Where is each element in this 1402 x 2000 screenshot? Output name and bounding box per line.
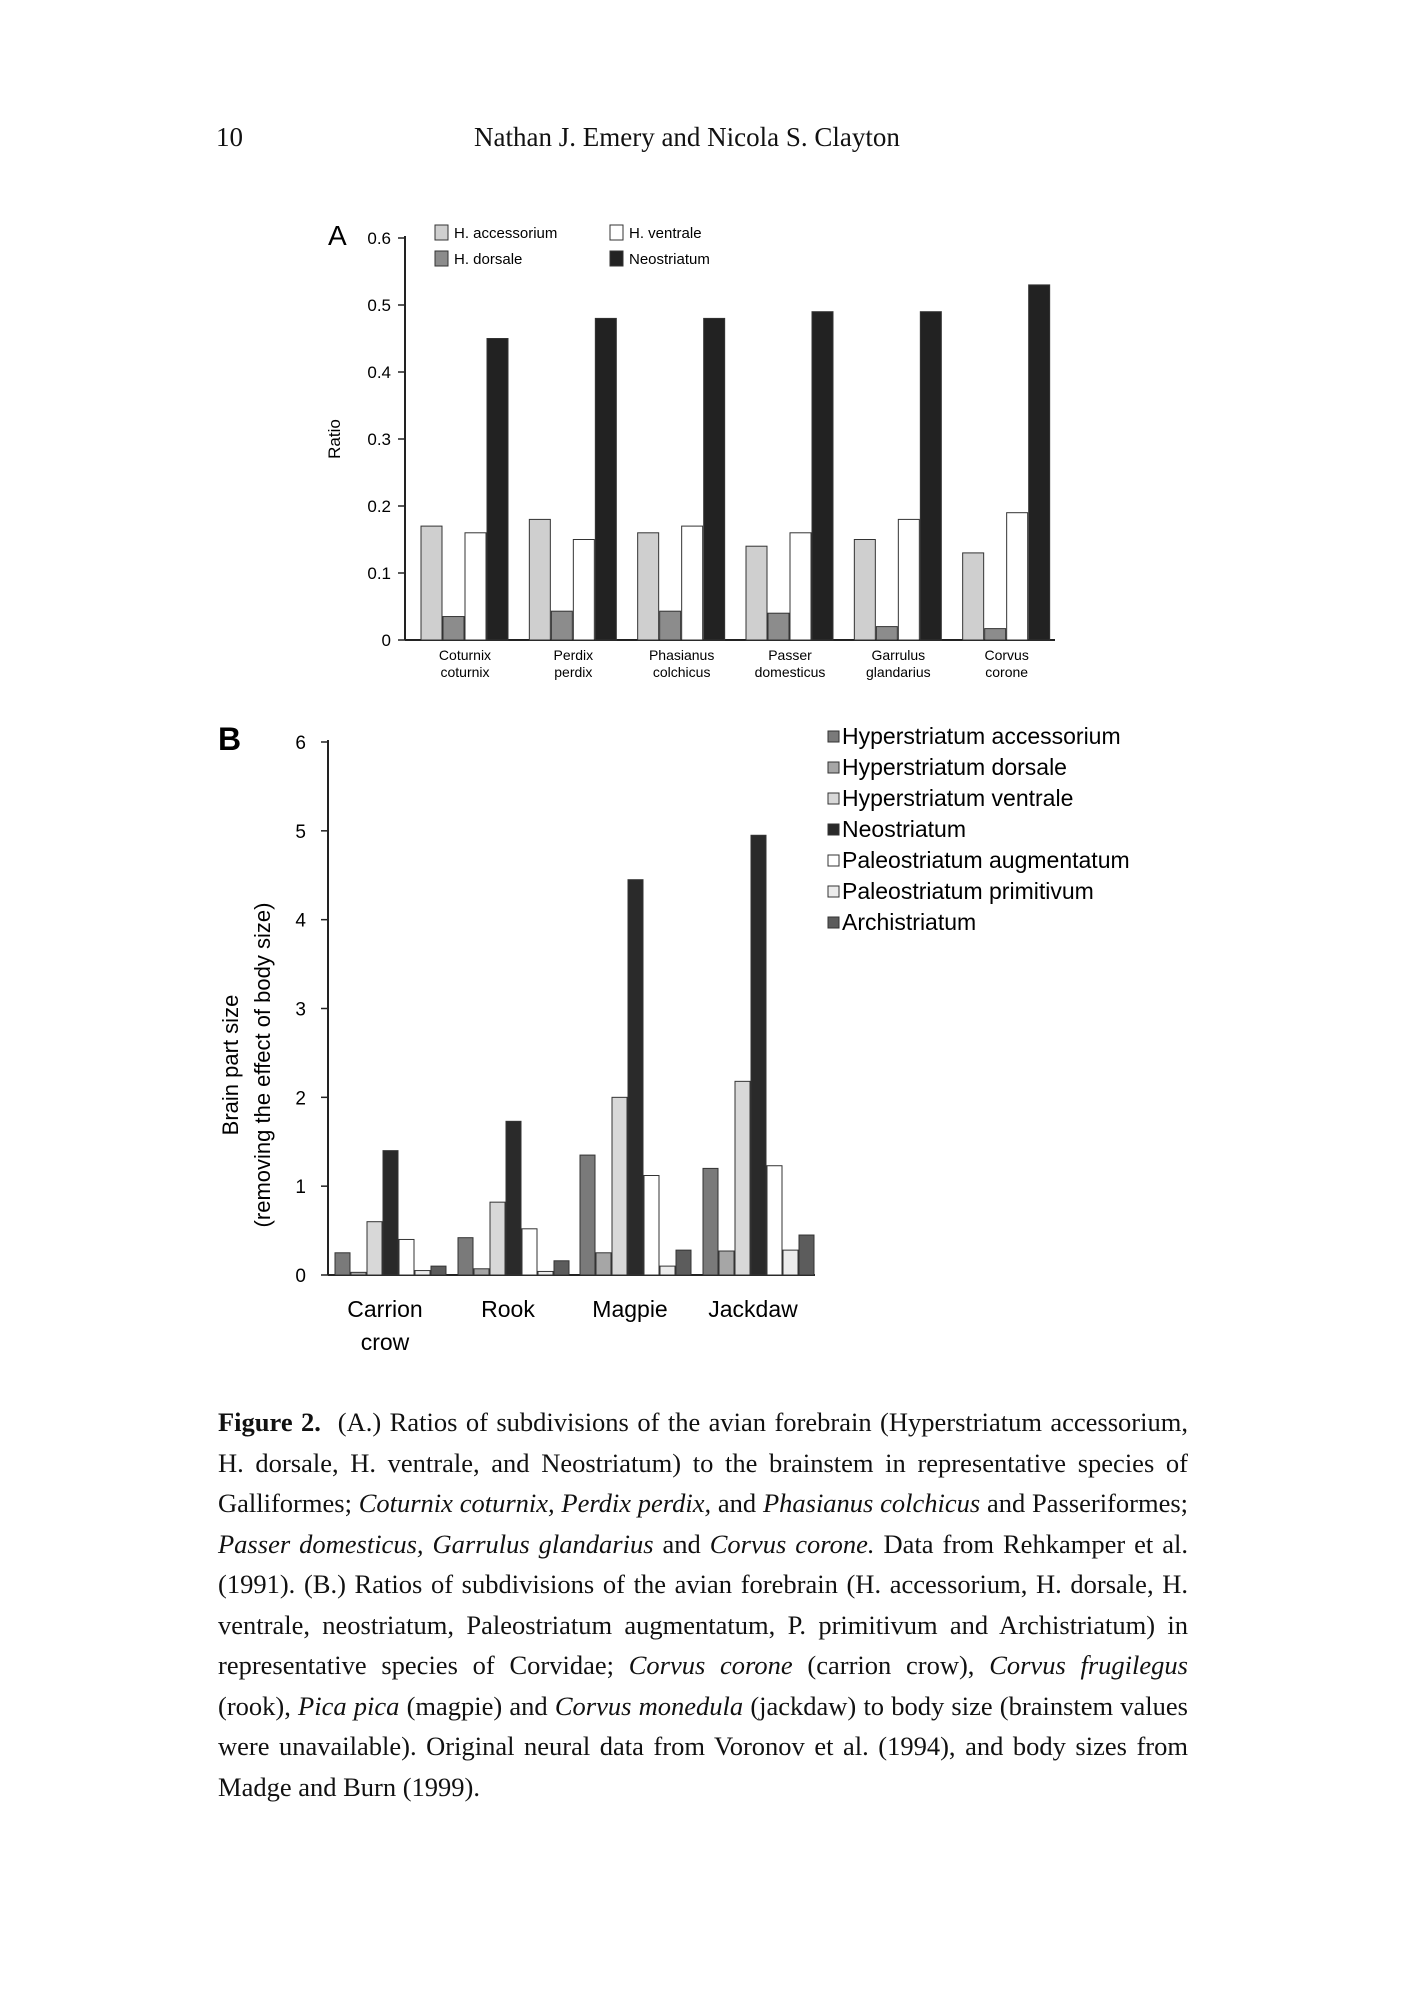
bar — [628, 880, 643, 1275]
legend-label: Archistriatum — [842, 909, 977, 935]
y-tick-label: 0.1 — [367, 564, 391, 583]
chart-b — [200, 720, 1200, 1380]
y-tick-label: 3 — [295, 999, 306, 1021]
bar — [580, 1155, 595, 1275]
bar — [596, 1253, 611, 1275]
caption-segment: (A.) Ratios of subdivisions of the avian forebrain (Hyperstriatum accessorium, H. dorsale, H. ventrale, and Neostriatum) to the brainstem in representative species of Galliformes; — [218, 1407, 1188, 1518]
caption-segment: (rook), — [218, 1690, 299, 1721]
legend-label: Hyperstriatum accessorium — [842, 723, 1121, 749]
bar — [1029, 285, 1050, 640]
y-tick-label: 0 — [381, 631, 391, 650]
bar — [898, 519, 919, 640]
y-tick-label: 6 — [295, 733, 306, 754]
bar — [799, 1235, 814, 1275]
y-axis-label: Brain part size — [218, 994, 243, 1136]
bar — [682, 526, 703, 640]
x-tick-label: Garrulus — [871, 647, 926, 663]
legend-swatch — [828, 886, 839, 897]
y-tick-label: 0.6 — [367, 229, 391, 248]
caption-segment: and — [653, 1528, 710, 1559]
legend-swatch — [610, 225, 623, 240]
caption-segment: Corvus corone. — [709, 1528, 875, 1559]
caption-segment: Corvus corone — [628, 1650, 793, 1680]
y-tick-label: 2 — [295, 1088, 306, 1110]
bar — [415, 1271, 430, 1275]
x-tick-label: Perdix — [553, 647, 594, 663]
bar — [474, 1269, 489, 1275]
bar — [644, 1176, 659, 1275]
bar — [443, 617, 464, 640]
x-tick-label: Rook — [481, 1296, 535, 1322]
bar — [522, 1229, 537, 1275]
bar — [790, 533, 811, 640]
legend-label: H. ventrale — [629, 225, 702, 242]
x-tick-label: colchicus — [652, 664, 711, 680]
caption-segment: and Passeriformes; — [980, 1488, 1189, 1518]
caption-segment: (carrion crow), — [792, 1650, 990, 1680]
bar — [529, 519, 550, 640]
bar — [421, 526, 442, 640]
x-tick-label: glandarius — [866, 664, 931, 680]
caption-segment: Corvus monedula — [554, 1690, 744, 1721]
bar — [458, 1238, 473, 1275]
y-axis-label: Ratio — [325, 419, 344, 459]
bar — [876, 627, 897, 640]
legend-label: Paleostriatum primitivum — [842, 878, 1094, 904]
bar — [490, 1202, 505, 1275]
figure-label: Figure 2. — [218, 1407, 321, 1437]
bar — [719, 1251, 734, 1275]
legend-swatch — [435, 251, 448, 266]
panel-label: A — [328, 220, 347, 251]
caption-segment: and — [711, 1488, 763, 1518]
bar — [554, 1261, 569, 1275]
x-tick-label: Jackdaw — [708, 1296, 798, 1322]
bar — [735, 1081, 750, 1275]
y-tick-label: 0.4 — [367, 363, 391, 382]
y-tick-label: 0.5 — [367, 296, 391, 315]
x-tick-label: crow — [360, 1329, 410, 1355]
bar — [985, 629, 1006, 640]
legend-swatch — [828, 824, 839, 835]
bar — [676, 1250, 691, 1275]
legend-swatch — [828, 855, 839, 866]
bar — [399, 1239, 414, 1275]
bar — [963, 553, 984, 640]
x-tick-label: Coturnix — [438, 647, 492, 663]
y-tick-label: 0 — [295, 1266, 306, 1287]
page-header — [0, 122, 1402, 162]
x-tick-label: coturnix — [440, 664, 490, 680]
caption-text — [218, 1407, 1188, 1802]
bar — [768, 613, 789, 640]
x-tick-label: perdix — [554, 664, 593, 680]
legend-label: Paleostriatum augmentatum — [842, 847, 1130, 873]
legend-swatch — [610, 251, 623, 266]
y-tick-label: 0.3 — [367, 430, 391, 449]
bar — [638, 533, 659, 640]
x-tick-label: Magpie — [592, 1296, 668, 1322]
bar — [487, 339, 508, 641]
bar — [351, 1272, 366, 1275]
x-tick-label: domesticus — [754, 664, 826, 680]
bar — [335, 1253, 350, 1275]
bar — [612, 1097, 627, 1275]
x-tick-label: Passer — [768, 647, 812, 663]
bar — [920, 312, 941, 640]
bar — [573, 540, 594, 641]
figure-caption — [218, 1402, 1188, 1807]
x-tick-label: Carrion — [347, 1296, 423, 1322]
y-axis-label-sub: (removing the effect of body size) — [250, 902, 275, 1228]
running-head: Nathan J. Emery and Nicola S. Clayton — [474, 122, 900, 152]
caption-segment: (magpie) and — [399, 1690, 555, 1721]
x-tick-label: corone — [985, 664, 1029, 680]
caption-segment: Coturnix coturnix, Perdix perdix, — [358, 1488, 712, 1518]
x-tick-label: Corvus — [984, 647, 1029, 663]
bar — [383, 1151, 398, 1275]
legend-swatch — [828, 731, 839, 742]
bar — [854, 540, 875, 641]
bar — [367, 1222, 382, 1275]
x-tick-label: Phasianus — [648, 647, 715, 663]
legend-swatch — [828, 917, 839, 928]
y-tick-label: 5 — [295, 821, 306, 843]
panel-label: B — [218, 721, 242, 757]
legend-swatch — [828, 762, 839, 773]
legend-label: Neostriatum — [629, 251, 710, 268]
bar — [551, 611, 572, 640]
legend-swatch — [435, 225, 448, 240]
bar — [538, 1271, 553, 1275]
legend-swatch — [828, 793, 839, 804]
caption-segment: Passer domesticus, Garrulus glandarius — [218, 1528, 654, 1559]
y-tick-label: 0.2 — [367, 497, 391, 516]
legend-label: Hyperstriatum ventrale — [842, 785, 1074, 811]
legend-label: H. dorsale — [454, 251, 523, 268]
legend-label: Neostriatum — [842, 816, 966, 842]
bar — [703, 1168, 718, 1275]
bar — [465, 533, 486, 640]
caption-segment: Phasianus colchicus — [762, 1488, 981, 1518]
bar — [660, 1266, 675, 1275]
bar — [767, 1166, 782, 1275]
bar — [595, 318, 616, 640]
bar — [751, 835, 766, 1275]
page-number: 10 — [216, 122, 243, 152]
bar — [506, 1121, 521, 1275]
bar — [783, 1250, 798, 1275]
legend-label: Hyperstriatum dorsale — [842, 754, 1067, 780]
bar — [704, 318, 725, 640]
chart-a — [310, 215, 1070, 705]
y-tick-label: 1 — [295, 1177, 306, 1199]
bar — [746, 546, 767, 640]
bar — [431, 1266, 446, 1275]
bar — [812, 312, 833, 640]
caption-segment: (jackdaw) to body size (brainstem values were unavailable). Original neural data from Voronov et al. (1994), and body sizes from Madge and Burn (1999). — [218, 1690, 1188, 1802]
bar — [660, 611, 681, 640]
caption-segment: Data from Rehkamper et al. (1991). (B.) Ratios of subdivisions of the avian forebrain (H. accessorium, H. dorsale, H. ventrale, neostriatum, Paleostriatum augmentatum, P. primitivum and Archistriatum) in representative species of Corvidae; — [218, 1528, 1188, 1680]
caption-segment: Pica pica — [298, 1690, 400, 1721]
bar — [1007, 513, 1028, 640]
caption-segment: Corvus frugilegus — [989, 1650, 1188, 1680]
y-tick-label: 4 — [295, 910, 306, 932]
legend-label: H. accessorium — [454, 225, 558, 242]
